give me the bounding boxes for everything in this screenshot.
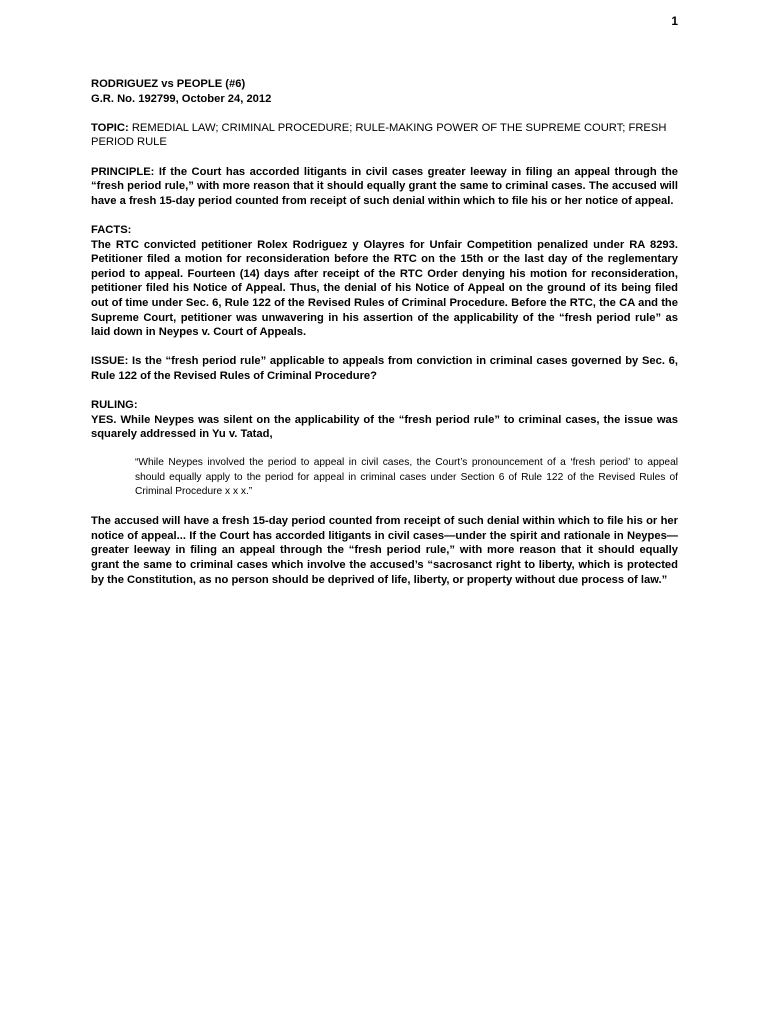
ruling-answer: YES.	[91, 413, 117, 426]
principle-section	[91, 165, 678, 209]
ruling-block-quote: “While Neypes involved the period to appeal in civil cases, the Court’s pronouncement of a ‘fresh period’ to appeal should equally apply to the period for appeal in criminal cases under Section 6 of Rule 122 of the Revised Rules of Criminal Procedure x x x.”	[135, 457, 678, 498]
ruling-label: RULING:	[91, 399, 138, 412]
issue-text: Is the “fresh period rule” applicable to appeals from conviction in criminal cases governed by Sec. 6, Rule 122 of the Revised Rules of Criminal Procedure?	[91, 355, 678, 382]
principle-text: If the Court has accorded litigants in civil cases greater leeway in filing an appeal through the “fresh period rule,” with more reason that it should equally grant the same to criminal cases. The accused will have a fresh 15-day period counted from receipt of such denial within which to file his or her notice of appeal.	[91, 165, 679, 207]
ruling-intro: While Neypes was silent on the applicability of the “fresh period rule” to criminal cases, the issue was squarely addressed in Yu v. Tatad,	[91, 413, 679, 441]
document-body	[91, 77, 678, 602]
facts-label: FACTS:	[91, 223, 132, 236]
topic-text: REMEDIAL LAW; CRIMINAL PROCEDURE; RULE-MAKING POWER OF THE SUPREME COURT; FRESH PERIOD RULE	[91, 121, 667, 149]
issue-section	[91, 354, 678, 383]
facts-section	[91, 223, 678, 340]
facts-text: The RTC convicted petitioner Rolex Rodriguez y Olayres for Unfair Competition penalized under RA 8293. Petitioner filed a motion for reconsideration before the RTC on the 15th or the last day of the reglementary period to appeal. Fourteen (14) days after receipt of the RTC Order denying his motion for reconsideration, petitioner filed his Notice of Appeal. Thus, the denial of his Notice of Appeal on the ground of its being filed out of time under Sec. 6, Rule 122 of the Revised Rules of Criminal Procedure. Before the RTC, the CA and the Supreme Court, petitioner was unwavering in his assertion of the applicability of the “fresh period rule” as laid down in Neypes v. Court of Appeals.	[91, 238, 678, 339]
gr-number-date: G.R. No. 192799, October 24, 2012	[91, 92, 272, 105]
principle-label: PRINCIPLE:	[91, 165, 155, 178]
case-header	[91, 77, 678, 106]
topic-label: TOPIC:	[91, 121, 129, 134]
ruling-section	[91, 398, 678, 442]
issue-label: ISSUE:	[91, 355, 129, 368]
page-number: 1	[671, 14, 678, 28]
topic-section	[91, 121, 678, 150]
ruling-conclusion: The accused will have a fresh 15-day period counted from receipt of such denial within which to file his or her notice of appeal... If the Court has accorded litigants in civil cases—under the spirit and rationale in Neypes—greater leeway in filing an appeal through the “fresh period rule,” with more reason that it should equally grant the same to criminal cases which involve the accused’s “sacrosanct right to liberty, which is protected by the Constitution, as no person should be deprived of life, liberty, or property without due process of law.”	[91, 515, 678, 586]
case-title: RODRIGUEZ vs PEOPLE (#6)	[91, 78, 246, 90]
